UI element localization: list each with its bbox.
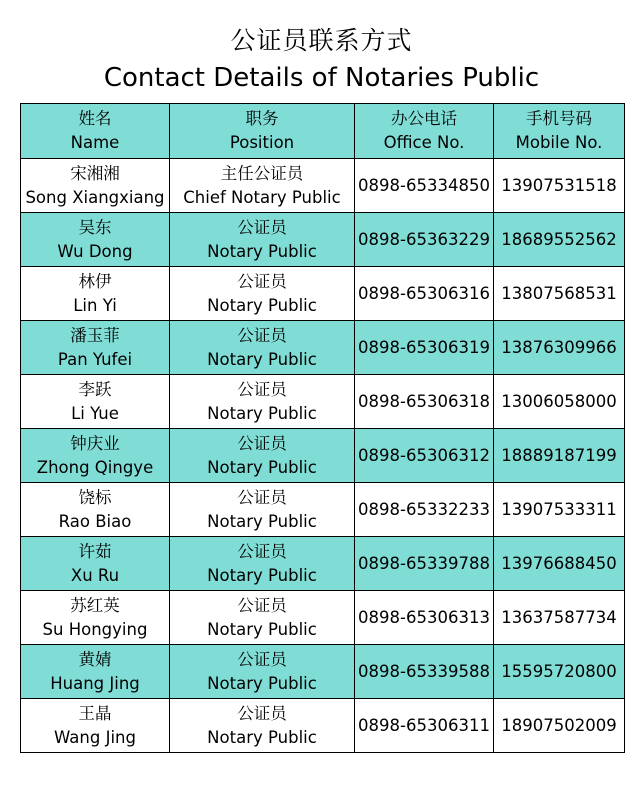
office-phone-cell bbox=[355, 429, 494, 483]
mobile-phone: 18689552562 bbox=[501, 229, 617, 249]
name-en: Li Yue bbox=[71, 403, 119, 423]
mobile-phone-cell bbox=[494, 591, 625, 645]
header-mobile-cn: 手机号码 bbox=[526, 109, 592, 128]
table-row bbox=[21, 213, 625, 267]
name-en: Rao Biao bbox=[58, 511, 132, 531]
title-english: Contact Details of Notaries Public bbox=[103, 63, 540, 93]
office-phone-cell bbox=[355, 699, 494, 753]
table-row bbox=[21, 159, 625, 213]
position-cn: 公证员 bbox=[237, 379, 287, 399]
name-cn: 吴东 bbox=[78, 217, 112, 237]
table-row bbox=[21, 591, 625, 645]
position-cn: 公证员 bbox=[237, 217, 287, 237]
mobile-phone-cell bbox=[494, 321, 625, 375]
table-row bbox=[21, 645, 625, 699]
position-cell bbox=[170, 645, 355, 699]
name-en: Pan Yufei bbox=[57, 349, 133, 369]
mobile-phone: 13876309966 bbox=[501, 337, 617, 357]
position-en: Notary Public bbox=[207, 295, 317, 315]
position-cell bbox=[170, 699, 355, 753]
position-cell bbox=[170, 267, 355, 321]
name-cn: 饶标 bbox=[78, 487, 112, 507]
position-cell bbox=[170, 429, 355, 483]
table-row bbox=[21, 267, 625, 321]
name-cn: 钟庆业 bbox=[70, 433, 120, 453]
mobile-phone-cell bbox=[494, 429, 625, 483]
header-mobile bbox=[494, 104, 625, 159]
name-en: Su Hongying bbox=[42, 619, 148, 639]
header-name-en: Name bbox=[70, 133, 120, 152]
office-phone-cell bbox=[355, 537, 494, 591]
name-cell bbox=[21, 375, 170, 429]
office-phone-cell bbox=[355, 483, 494, 537]
office-phone: 0898-65306316 bbox=[358, 283, 490, 303]
mobile-phone: 13807568531 bbox=[501, 283, 617, 303]
name-cell bbox=[21, 429, 170, 483]
name-cn: 黄婧 bbox=[78, 649, 112, 669]
position-en: Notary Public bbox=[207, 565, 317, 585]
position-en: Notary Public bbox=[207, 673, 317, 693]
mobile-phone: 13907533311 bbox=[501, 499, 617, 519]
position-cn: 公证员 bbox=[237, 649, 287, 669]
name-cell bbox=[21, 699, 170, 753]
table-row bbox=[21, 483, 625, 537]
table-header-row bbox=[21, 104, 625, 159]
name-cell bbox=[21, 321, 170, 375]
office-phone: 0898-65306319 bbox=[358, 337, 490, 357]
position-cell bbox=[170, 375, 355, 429]
name-cell bbox=[21, 537, 170, 591]
header-position bbox=[170, 104, 355, 159]
mobile-phone-cell bbox=[494, 213, 625, 267]
position-cell bbox=[170, 591, 355, 645]
name-en: Zhong Qingye bbox=[36, 457, 154, 477]
office-phone-cell bbox=[355, 159, 494, 213]
mobile-phone: 13006058000 bbox=[501, 391, 617, 411]
header-name bbox=[21, 104, 170, 159]
position-cn: 公证员 bbox=[237, 541, 287, 561]
office-phone-cell bbox=[355, 645, 494, 699]
table-row bbox=[21, 321, 625, 375]
office-phone: 0898-65339788 bbox=[358, 553, 490, 573]
name-en: Lin Yi bbox=[73, 295, 117, 315]
contacts-table bbox=[20, 103, 625, 753]
header-name-cn: 姓名 bbox=[78, 109, 112, 128]
mobile-phone-cell bbox=[494, 537, 625, 591]
table-body bbox=[21, 159, 625, 753]
position-en: Notary Public bbox=[207, 241, 317, 261]
position-cn: 公证员 bbox=[237, 271, 287, 291]
position-en: Chief Notary Public bbox=[183, 187, 341, 207]
name-cell bbox=[21, 213, 170, 267]
table-row bbox=[21, 699, 625, 753]
position-en: Notary Public bbox=[207, 727, 317, 747]
title-chinese: 公证员联系方式 bbox=[230, 26, 413, 55]
name-cn: 李跃 bbox=[78, 379, 112, 399]
name-cn: 许茹 bbox=[78, 541, 112, 561]
position-cn: 公证员 bbox=[237, 595, 287, 615]
office-phone: 0898-65306312 bbox=[358, 445, 490, 465]
header-office-en: Office No. bbox=[383, 133, 465, 152]
office-phone-cell bbox=[355, 213, 494, 267]
header-position-cn: 职务 bbox=[245, 109, 279, 128]
office-phone-cell bbox=[355, 591, 494, 645]
mobile-phone-cell bbox=[494, 645, 625, 699]
name-cn: 王晶 bbox=[78, 703, 112, 723]
name-en: Wang Jing bbox=[54, 727, 136, 747]
mobile-phone: 13637587734 bbox=[501, 607, 617, 627]
position-cn: 公证员 bbox=[237, 487, 287, 507]
position-cn: 公证员 bbox=[237, 325, 287, 345]
office-phone: 0898-65363229 bbox=[358, 229, 490, 249]
table-row bbox=[21, 375, 625, 429]
mobile-phone-cell bbox=[494, 267, 625, 321]
office-phone: 0898-65334850 bbox=[358, 175, 490, 195]
office-phone-cell bbox=[355, 267, 494, 321]
mobile-phone: 13907531518 bbox=[501, 175, 617, 195]
name-en: Song Xiangxiang bbox=[25, 187, 165, 207]
mobile-phone: 15595720800 bbox=[501, 661, 617, 681]
position-en: Notary Public bbox=[207, 403, 317, 423]
position-cell bbox=[170, 159, 355, 213]
mobile-phone-cell bbox=[494, 483, 625, 537]
name-cn: 林伊 bbox=[78, 271, 112, 291]
position-en: Notary Public bbox=[207, 511, 317, 531]
position-en: Notary Public bbox=[207, 349, 317, 369]
position-cn: 主任公证员 bbox=[220, 163, 304, 183]
header-mobile-en: Mobile No. bbox=[515, 133, 603, 152]
name-cell bbox=[21, 159, 170, 213]
office-phone: 0898-65339588 bbox=[358, 661, 490, 681]
table-row bbox=[21, 429, 625, 483]
office-phone-cell bbox=[355, 321, 494, 375]
header-position-en: Position bbox=[229, 133, 295, 152]
table-row bbox=[21, 537, 625, 591]
position-cell bbox=[170, 213, 355, 267]
position-cell bbox=[170, 321, 355, 375]
name-cn: 潘玉菲 bbox=[70, 325, 120, 345]
position-en: Notary Public bbox=[207, 619, 317, 639]
mobile-phone-cell bbox=[494, 159, 625, 213]
mobile-phone-cell bbox=[494, 699, 625, 753]
mobile-phone-cell bbox=[494, 375, 625, 429]
name-cell bbox=[21, 645, 170, 699]
office-phone: 0898-65306311 bbox=[358, 715, 490, 735]
office-phone-cell bbox=[355, 375, 494, 429]
name-cn: 宋湘湘 bbox=[70, 163, 120, 183]
office-phone: 0898-65332233 bbox=[358, 499, 490, 519]
name-cell bbox=[21, 591, 170, 645]
name-cn: 苏红英 bbox=[70, 595, 120, 615]
name-en: Wu Dong bbox=[57, 241, 133, 261]
mobile-phone: 13976688450 bbox=[501, 553, 617, 573]
name-en: Xu Ru bbox=[70, 565, 120, 585]
mobile-phone: 18907502009 bbox=[501, 715, 617, 735]
position-cn: 公证员 bbox=[237, 703, 287, 723]
office-phone: 0898-65306313 bbox=[358, 607, 490, 627]
name-cell bbox=[21, 267, 170, 321]
office-phone: 0898-65306318 bbox=[358, 391, 490, 411]
position-en: Notary Public bbox=[207, 457, 317, 477]
name-cell bbox=[21, 483, 170, 537]
position-cell bbox=[170, 483, 355, 537]
position-cell bbox=[170, 537, 355, 591]
position-cn: 公证员 bbox=[237, 433, 287, 453]
mobile-phone: 18889187199 bbox=[501, 445, 617, 465]
header-office bbox=[355, 104, 494, 159]
header-office-cn: 办公电话 bbox=[391, 109, 457, 128]
name-en: Huang Jing bbox=[50, 673, 140, 693]
